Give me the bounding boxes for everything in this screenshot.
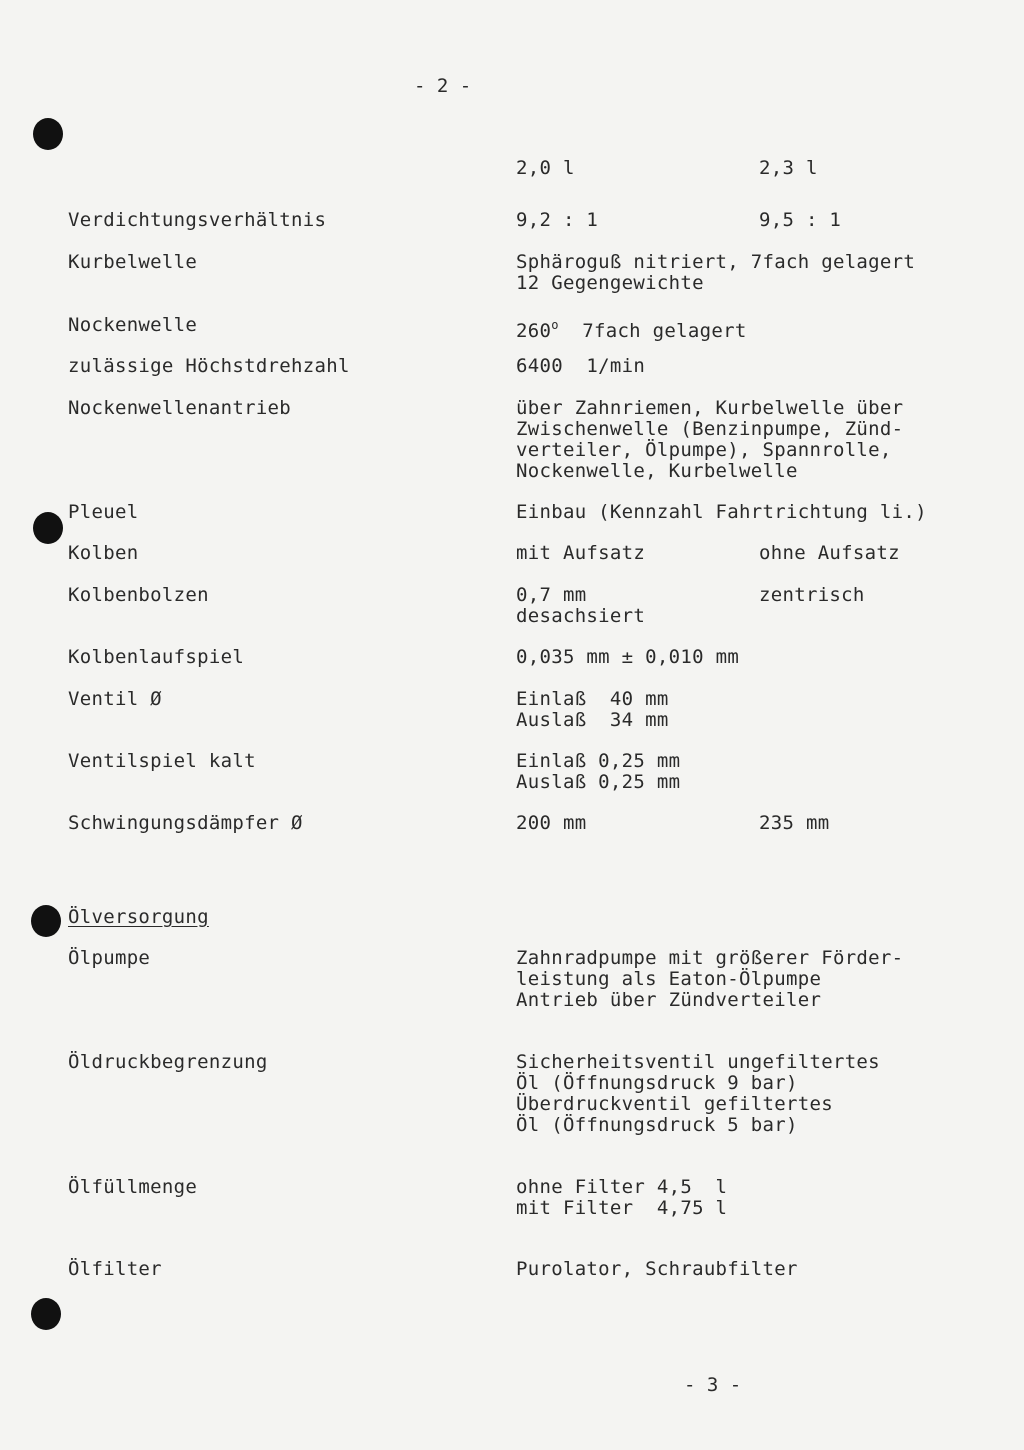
- punch-hole-3: [31, 905, 61, 937]
- value-kolben-col2: ohne Aufsatz: [759, 542, 900, 564]
- nockenwelle-degree-value: 260: [516, 320, 552, 342]
- label-kolbenbolzen: Kolbenbolzen: [68, 584, 209, 606]
- page-number-top: - 2 -: [414, 75, 472, 97]
- value-kolbenlaufspiel: [516, 647, 739, 668]
- label-oelfilter: Ölfilter: [68, 1258, 162, 1280]
- label-schwingungsdaempfer: Schwingungsdämpfer Ø: [68, 812, 303, 834]
- page-number-bottom: - 3 -: [684, 1374, 742, 1396]
- kolbenlaufspiel-value-a: 0,035 mm: [516, 646, 622, 668]
- label-drehzahl: zulässige Höchstdrehzahl: [68, 355, 350, 377]
- header-col2: 2,3 l: [759, 157, 818, 179]
- value-kolben-col1: mit Aufsatz: [516, 542, 646, 564]
- punch-hole-2: [33, 512, 63, 544]
- value-nockenwelle: [516, 315, 747, 342]
- value-kurbelwelle: Sphäroguß nitriert, 7fach gelagert 12 Gegengewichte: [516, 251, 916, 294]
- value-oeldruckbegrenzung: Sicherheitsventil ungefiltertes Öl (Öffnungsdruck 9 bar) Überdruckventil gefiltertes Öl (Öffnungsdruck 5 bar): [516, 1051, 880, 1136]
- label-ventilspiel: Ventilspiel kalt: [68, 750, 256, 772]
- value-drehzahl: 6400 1/min: [516, 355, 646, 377]
- value-verdichtung-col1: 9,2 : 1: [516, 209, 599, 231]
- kolbenlaufspiel-value-b: 0,010 mm: [633, 646, 740, 668]
- label-oelpumpe: Ölpumpe: [68, 947, 151, 969]
- plusminus-symbol: ±: [621, 646, 634, 668]
- value-kolbenbolzen-col2: zentrisch: [759, 584, 865, 606]
- header-col1: 2,0 l: [516, 157, 575, 179]
- value-oelfuellmenge: ohne Filter 4,5 l mit Filter 4,75 l: [516, 1176, 728, 1219]
- label-ventil: Ventil Ø: [68, 688, 162, 710]
- label-pleuel: Pleuel: [68, 501, 139, 523]
- punch-hole-1: [33, 118, 63, 150]
- section-title-oelversorgung: Ölversorgung: [68, 906, 209, 928]
- label-verdichtung: Verdichtungsverhältnis: [68, 209, 327, 231]
- label-kolbenlaufspiel: Kolbenlaufspiel: [68, 646, 245, 668]
- punch-hole-4: [31, 1298, 61, 1330]
- value-oelfilter: Purolator, Schraubfilter: [516, 1258, 798, 1280]
- value-verdichtung-col2: 9,5 : 1: [759, 209, 842, 231]
- degree-symbol: o: [551, 318, 559, 332]
- value-nockenantrieb: über Zahnriemen, Kurbelwelle über Zwischenwelle (Benzinpumpe, Zünd- verteiler, Ölpumpe), Spannrolle, Nockenwelle, Kurbelwelle: [516, 397, 904, 482]
- label-kolben: Kolben: [68, 542, 139, 564]
- value-oelpumpe: Zahnradpumpe mit größerer Förder- leistung als Eaton-Ölpumpe Antrieb über Zündverteiler: [516, 947, 904, 1011]
- label-oeldruckbegrenzung: Öldruckbegrenzung: [68, 1051, 268, 1073]
- value-schwingung-col2: 235 mm: [759, 812, 830, 834]
- value-ventil: Einlaß 40 mm Auslaß 34 mm: [516, 688, 669, 731]
- value-schwingung-col1: 200 mm: [516, 812, 587, 834]
- label-oelfuellmenge: Ölfüllmenge: [68, 1176, 198, 1198]
- value-ventilspiel: Einlaß 0,25 mm Auslaß 0,25 mm: [516, 750, 681, 793]
- label-nockenwelle: Nockenwelle: [68, 314, 198, 336]
- label-nockenantrieb: Nockenwellenantrieb: [68, 397, 292, 419]
- value-kolbenbolzen-col1: 0,7 mm desachsiert: [516, 584, 646, 627]
- value-pleuel: Einbau (Kennzahl Fahrtrichtung li.): [516, 501, 927, 523]
- label-kurbelwelle: Kurbelwelle: [68, 251, 198, 273]
- nockenwelle-value-rest: 7fach gelagert: [558, 320, 747, 342]
